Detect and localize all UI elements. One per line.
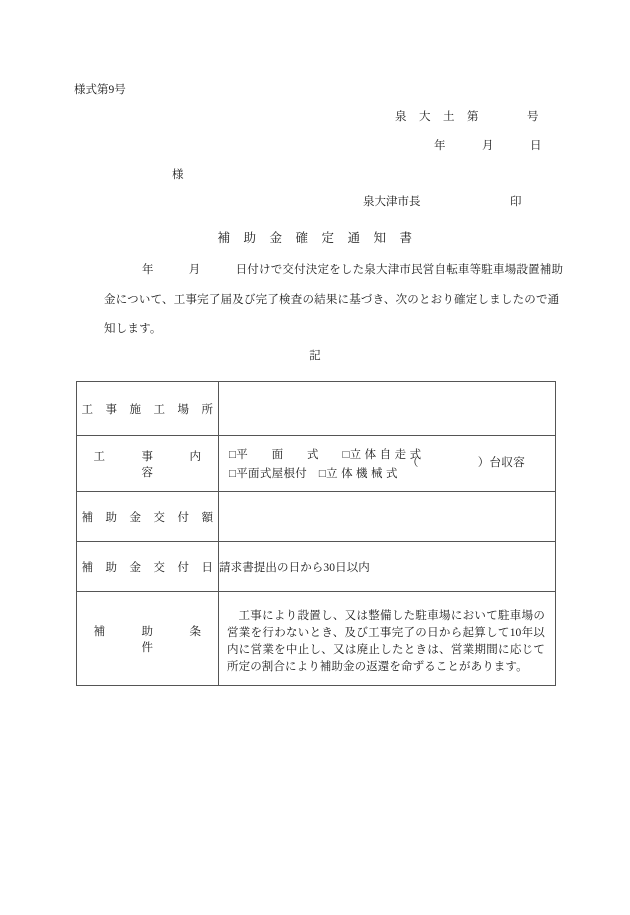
body-line-3: 知します。 bbox=[104, 323, 162, 335]
table-row bbox=[77, 542, 556, 592]
row-label-subsidy-conditions: 補 助 条 件 bbox=[77, 592, 219, 686]
row-label-work-content: 工 事 内 容 bbox=[77, 436, 219, 492]
row-value-subsidy-conditions bbox=[219, 592, 556, 686]
details-table bbox=[76, 381, 556, 686]
addressee-honorific: 様 bbox=[172, 169, 184, 181]
work-option-line-1[interactable]: □平 面 式 □立 体 自 走 式 bbox=[229, 449, 422, 461]
table-row bbox=[77, 592, 556, 686]
note-marker: 記 bbox=[309, 350, 321, 362]
work-capacity-field[interactable]: （ ）台収容 bbox=[407, 457, 525, 469]
body-line-1: 年 月 日付けで交付決定をした泉大津市民営自転車等駐車場設置補助 bbox=[142, 264, 564, 276]
work-content-inner bbox=[219, 436, 555, 491]
page-title: 補 助 金 確 定 通 知 書 bbox=[217, 231, 413, 245]
row-value-payment-date[interactable] bbox=[219, 542, 556, 592]
subsidy-conditions-text: 工事により設置し、又は整備した駐車場において駐車場の営業を行わないとき、及び工事完了の日から起算して10年以内に営業を中止し、又は廃止したときは、営業期間に応じて所定の割合により補助金の返還を命ずることがあります。 bbox=[227, 610, 545, 673]
document-date-line: 年 月 日 bbox=[434, 140, 542, 152]
body-line-2: 金について、工事完了届及び完了検査の結果に基づき、次のとおり確定しましたので通 bbox=[104, 294, 560, 306]
table-row bbox=[77, 436, 556, 492]
row-value-subsidy-amount[interactable] bbox=[219, 492, 556, 542]
row-value-construction-site[interactable] bbox=[219, 382, 556, 436]
row-value-work-content[interactable] bbox=[219, 436, 556, 492]
row-label-payment-date: 補 助 金 交 付 日 bbox=[77, 542, 219, 592]
row-label-subsidy-amount: 補 助 金 交 付 額 bbox=[77, 492, 219, 542]
payment-term-text: 請求書提出の日から30日以内 bbox=[219, 561, 370, 574]
document-number-line: 泉 大 土 第 号 bbox=[395, 111, 539, 123]
seal-mark: 印 bbox=[510, 196, 522, 208]
form-number: 様式第9号 bbox=[74, 84, 126, 96]
table-row bbox=[77, 492, 556, 542]
work-content-checkbox-options[interactable] bbox=[229, 446, 421, 484]
issuer-name: 泉大津市長 bbox=[363, 196, 421, 208]
work-option-line-2[interactable]: □平面式屋根付 □立 体 機 械 式 bbox=[229, 468, 398, 480]
table-row bbox=[77, 382, 556, 436]
row-label-construction-site: 工 事 施 工 場 所 bbox=[77, 382, 219, 436]
